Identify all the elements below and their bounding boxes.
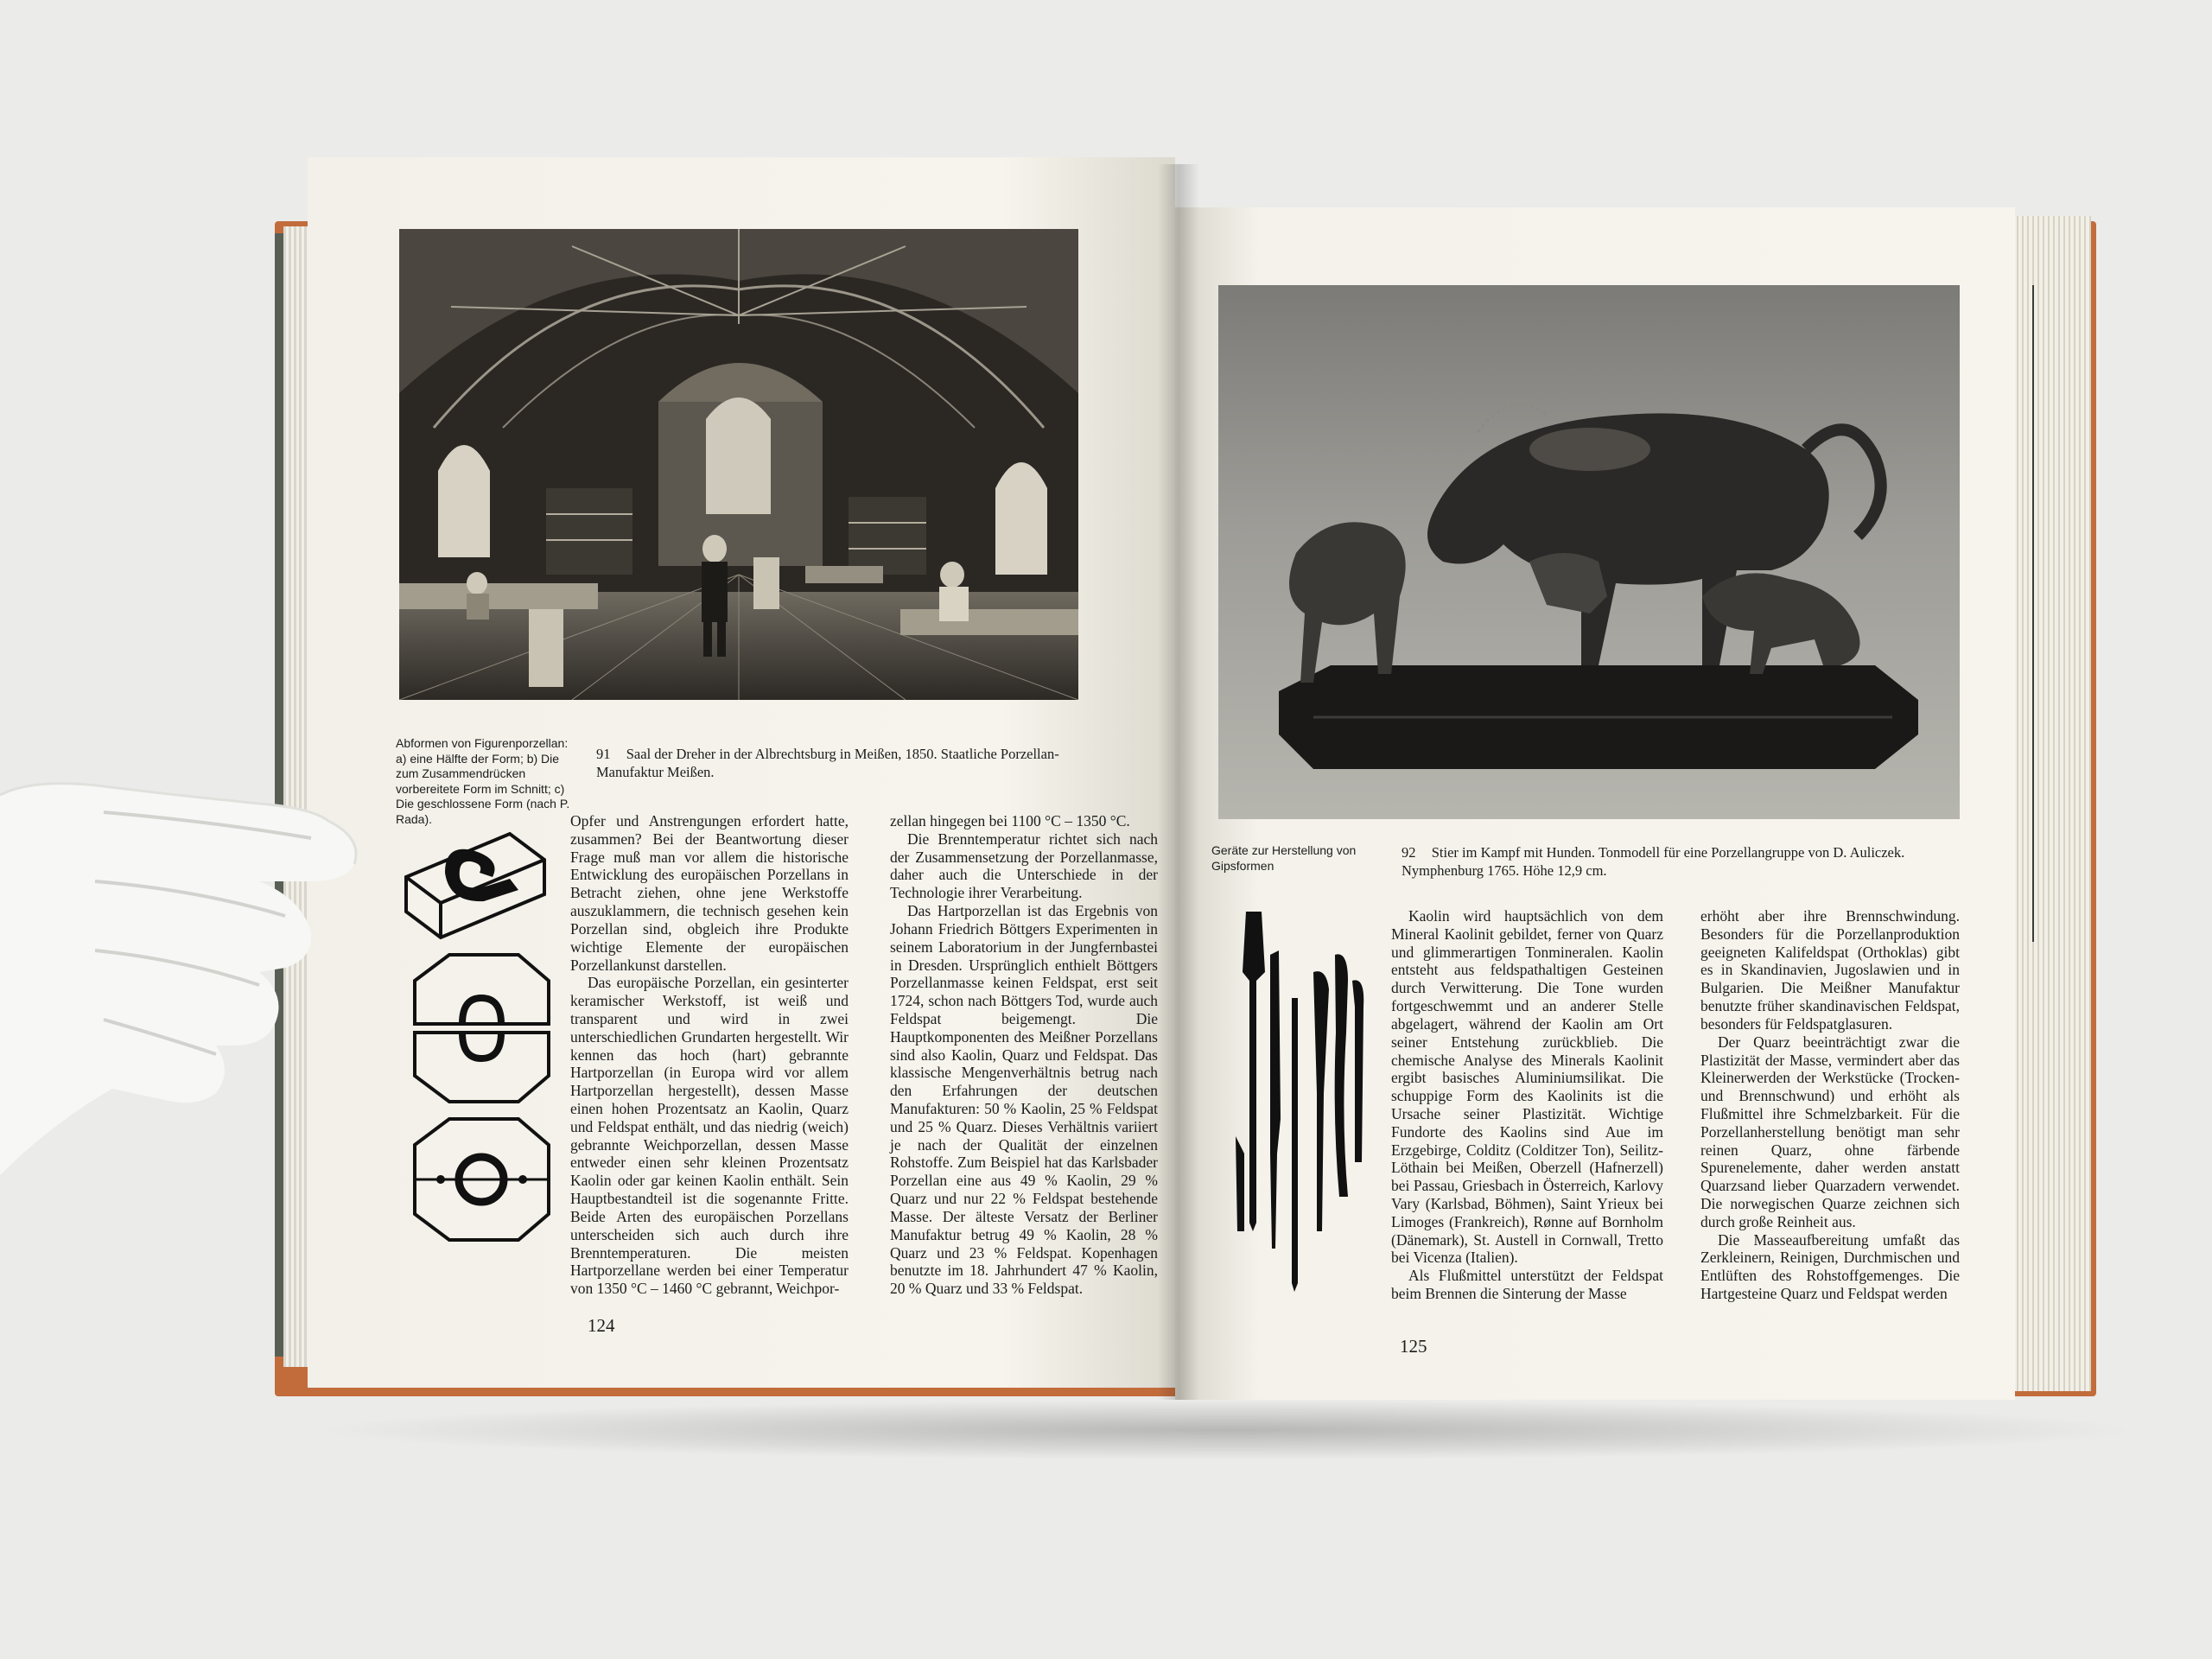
left-col1-para-1: Opfer und Anstrengungen erfordert hatte, zusammen? Bei der Beantwortung dieser Frage muß man vor allem die historische Entwicklung des europäischen Porzellans in Betracht ziehen, ohne jene Werkstoffe auszuklammern, die technisch gesehen kein Porzellan sind, obgleich ihre Produkte wichtige Elemente der europäischen Porzellankunst darstellen. (570, 812, 849, 974)
right-col1-para-1: Kaolin wird hauptsächlich von dem Mineral Kaolinit gebildet, ferner von Quarz und glimmerartigen Tonmineralen. Kaolin entsteht aus feldspathaltigen Gesteinen durch Verwitterung. Die Tone wurden fortgeschwemmt und an anderer Stelle abgelagert, während der Kaolin am Ort seiner Entstehung zurückblieb. Die chemische Analyse des Minerals Kaolinit ergibt basisches Aluminiumsilikat. Die schuppige Form des Kaolinits ist die Ursache seiner Plastizität. Wichtige Fundorte des Kaolins sind Aue im Erzgebirge, Colditz (Colditzer Ton), Seilitz-Löthain bei Meißen, Oberzell (Hafnerzell) bei Passau, Griesbach in Österreich, Karlovy Vary (Karlsbad, Böhmen), Saint Yrieux bei Limoges (Frankreich), Rønne auf Bornholm (Dänemark), St. Austell in Cornwall, Tretto bei Vicenza (Italien). (1391, 907, 1663, 1267)
left-body-column-1 (570, 812, 849, 1298)
right-page-rule (2032, 285, 2034, 942)
book-gutter (1158, 164, 1199, 1400)
plate-caption-92 (1402, 843, 1972, 880)
left-col2-para-3: Das Hartporzellan ist das Ergebnis von Johann Friedrich Böttgers Experimenten in seinem Laboratorium in der Jungfernbastei in Dresden. Ursprünglich enthielt Böttgers Porzellanmasse keinen Feldspat, erst seit 1724, schon nach Böttgers Tod, wurde auch Feldspat beigemengt. Die Hauptkomponenten des Meißner Porzellans sind also Kaolin, Quarz und Feldspat. Das klassische Mengenverhältnis betrug nach den Erfahrungen der deutschen Manufakturen: 50 % Kaolin, 25 % Feldspat und 25 % Quarz. Dieses Verhältnis variiert je nach der Qualität der einzelnen Rohstoffe. Zum Beispiel hat das Karlsbader Porzellan eine aus 49 % Kaolin, 29 % Quarz und nur 22 % Feldspat bestehende Masse. Der älteste Versatz der Berliner Manufaktur betrug 49 % Kaolin, 28 % Quarz und 23 % Feldspat. Kopenhagen benutzte im 18. Jahrhundert 47 % Kaolin, 20 % Quarz und 33 % Feldspat. (890, 902, 1158, 1298)
table-shadow (311, 1400, 2143, 1460)
plate-caption-number: 91 (596, 746, 611, 762)
side-caption-right: Geräte zur Herstellung von Gipsformen (1211, 843, 1357, 873)
left-col2-para-1: zellan hingegen bei 1100 °C – 1350 °C. (890, 812, 1130, 830)
left-body-column-2 (890, 812, 1158, 1298)
left-col1-para-2: Das europäische Porzellan, ein gesinterter keramischer Werkstoff, ist weiß und transparent und wird in zwei unterschiedlichen Grundarten hergestellt. Wir kennen das hoch (hart) gebrannte Hartporzellan (in Europa wird vor allem Hartporzellan hergestellt), dessen Masse einen hohen Prozentsatz an Kaolin, Quarz und Feldspat enthält, und das niedrig (weich) gebrannte Weichporzellan, dessen Masse entweder einen sehr kleinen Prozentsatz Kaolin oder gar keinen Kaolin enthält. Sein Hauptbestandteil ist die sogenannte Fritte. Beide Arten des europäischen Porzellans unterscheiden sich auch durch ihre Brenntemperaturen. Die meisten Hartporzellane werden bei einer Temperatur von 1350 °C – 1460 °C gebrannt, Weichpor- (570, 974, 849, 1298)
right-body-column-1 (1391, 907, 1663, 1303)
side-caption-left: Abformen von Figurenporzellan: a) eine Hälfte der Form; b) Die zum Zusammendrücken vorbereitete Form im Schnitt; c) Die geschlossene Form (nach P. Rada). (396, 736, 570, 826)
white-glove-hand (0, 760, 406, 1331)
right-col2-para-3: Die Masseaufbereitung umfaßt das Zerkleinern, Reinigen, Durchmischen und Entlüften des Rohstoffgemenges. Die Hartgesteine Quarz und Feldspat werden (1700, 1230, 1960, 1303)
right-col2-para-1: erhöht aber ihre Brennschwindung. Besonders für die Porzellanproduktion geeigneten Kalifeldspat (Orthoklas) gibt es in Skandinavien, Jugoslawien und in Bulgarien. Die Meißner Manufaktur benutzte früher skandinavischen Feldspat, besonders für Feldspatglasuren. (1700, 907, 1960, 1033)
plaster-tools-illustration (1227, 903, 1374, 1292)
plate-91-workshop-engraving (399, 229, 1078, 700)
page-number-left: 124 (588, 1315, 615, 1336)
left-col2-para-2: Die Brenntemperatur richtet sich nach der Zusammensetzung der Porzellanmasse, daher auch die Unterschiede in der Technologie ihrer Verarbeitung. (890, 830, 1158, 902)
right-col1-para-2: Als Flußmittel unterstützt der Feldspat beim Brennen die Sinterung der Masse (1391, 1267, 1663, 1303)
right-body-column-2 (1700, 907, 1960, 1303)
page-number-right: 125 (1400, 1336, 1427, 1357)
plate-caption-number: 92 (1402, 844, 1416, 861)
right-col2-para-2: Der Quarz beeinträchtigt zwar die Plastizität der Masse, vermindert aber das Kleinerwerden der Werkstücke (Trocken- und Brennschwund) und erhöht als Flußmittel ihre Schmelzbarkeit. Für die Porzellanherstellung benötigt man sehr reinen Quarz, ohne färbende Spurenelemente, daher werden anstatt Quarzsand lieber Quarzadern verwendet. Die norwegischen Quarze zeichnen sich durch große Reinheit aus. (1700, 1033, 1960, 1230)
plate-92-bull-sculpture (1218, 285, 1960, 819)
page-stack-right (2013, 216, 2091, 1391)
plate-caption-91 (596, 745, 1080, 781)
plate-caption-text: Stier im Kampf mit Hunden. Tonmodell für eine Porzellangruppe von D. Auliczek. Nymphenburg 1765. Höhe 12,9 cm. (1402, 844, 1905, 880)
mould-diagram (380, 825, 553, 1257)
plate-caption-text: Saal der Dreher in der Albrechtsburg in Meißen, 1850. Staatliche Porzellan-Manufaktur Meißen. (596, 746, 1059, 781)
